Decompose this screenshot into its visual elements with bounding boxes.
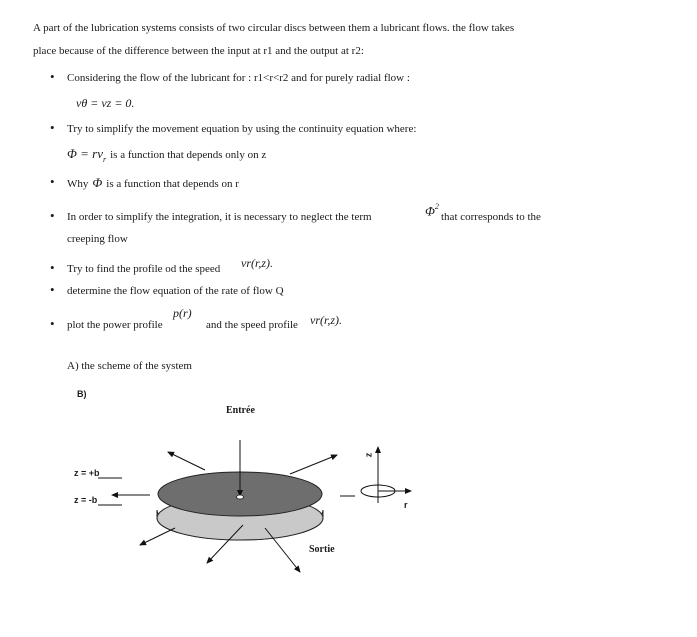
bullet-dot: •	[50, 69, 55, 84]
bullet-5-pre: Try to find the profile od the speed	[67, 263, 221, 275]
bullet-7-pre: plot the power profile	[67, 319, 163, 331]
bullet-3-post: is a function that depends on r	[106, 178, 239, 190]
inlet-hole	[237, 495, 244, 499]
bullet-dot: •	[50, 174, 55, 189]
r-axis-label: r	[404, 500, 408, 510]
phi-symbol: Φ = rv	[67, 146, 103, 161]
intro-line-1: A part of the lubrication systems consists of two circular discs between them a lubricant flows. the flow takes	[33, 22, 515, 34]
sortie-label: Sortie	[309, 544, 335, 555]
speed-profile-math: vr(r,z).	[310, 313, 342, 327]
bullet-2-text: Try to simplify the movement equation by using the continuity equation where:	[67, 123, 417, 135]
arrow-left-down	[140, 528, 175, 545]
phi-symbol: Φ	[425, 203, 435, 219]
bullet-dot: •	[50, 282, 55, 297]
bullet-4-post: that corresponds to the	[441, 211, 541, 223]
speed-vr-math: vr(r,z).	[241, 256, 273, 270]
entree-label: Entrée	[226, 405, 255, 416]
bullet-1-equation: vθ = vz = 0.	[76, 96, 135, 110]
bullet-4-pre: In order to simplify the integration, it is necessary to neglect the term	[67, 211, 372, 223]
r-subscript: r	[103, 155, 107, 165]
bullet-dot: •	[50, 208, 55, 223]
arrow-left-up	[168, 452, 205, 470]
z-plus-label: z = +b	[74, 468, 100, 478]
bullet-7-mid: and the speed profile	[206, 319, 298, 331]
arrow-right-up	[290, 455, 337, 474]
bullet-2-equation-tail: is a function that depends only on z	[110, 149, 267, 161]
intro-line-2: place because of the difference between the input at r1 and the output at r2:	[33, 45, 364, 57]
scheme-label-b: B)	[77, 389, 87, 399]
bullet-3-pre: Why	[67, 178, 89, 190]
bullet-1-text: Considering the flow of the lubricant for : r1<r<r2 and for purely radial flow :	[67, 72, 410, 84]
z-axis-label: z	[363, 452, 374, 458]
bullet-dot: •	[50, 316, 55, 331]
bullet-dot: •	[50, 120, 55, 135]
bullet-4-line-2: creeping flow	[67, 233, 128, 245]
squared-superscript: 2	[434, 202, 439, 211]
bullet-dot: •	[50, 260, 55, 275]
bullet-6-text: determine the flow equation of the rate of flow Q	[67, 285, 284, 297]
z-minus-label: z = -b	[74, 495, 98, 505]
phi-symbol: Φ	[92, 175, 103, 190]
scheme-label-a: A) the scheme of the system	[67, 360, 192, 372]
power-profile-math: p(r)	[173, 306, 192, 320]
